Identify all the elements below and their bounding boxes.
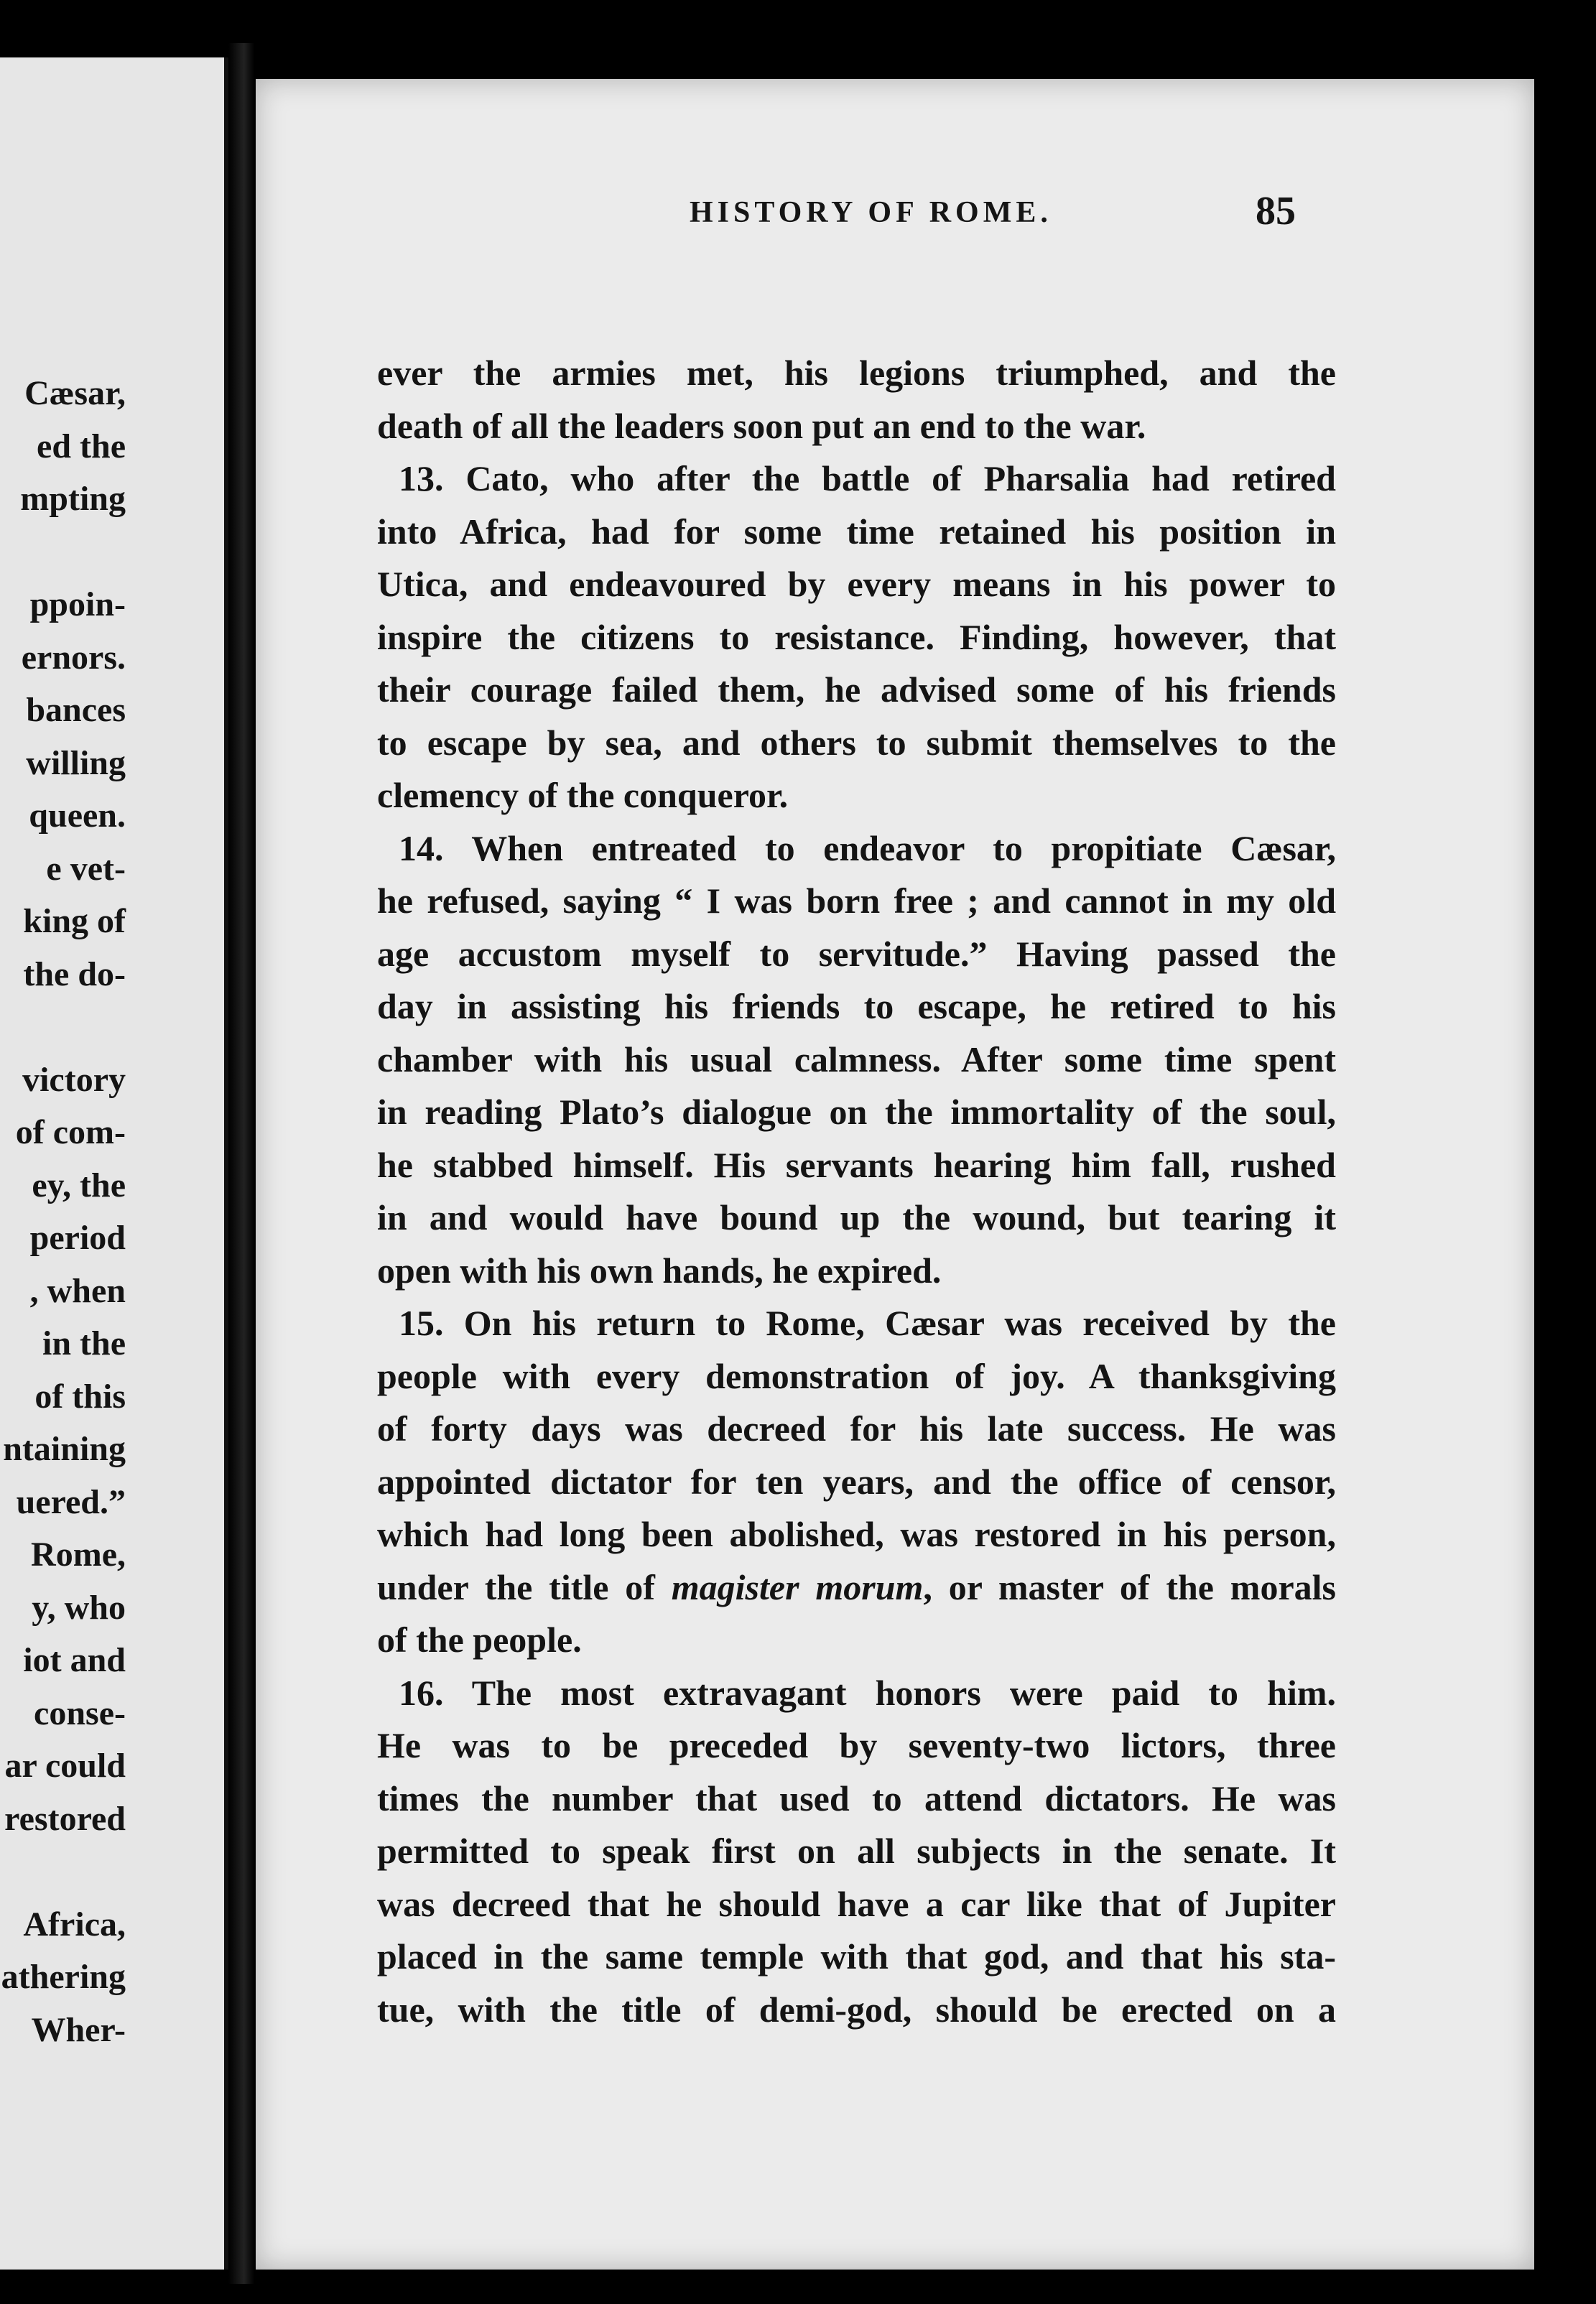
paragraph-continuation <box>377 347 1336 452</box>
text-line: in and would have bound up the wound, but tearing it <box>377 1197 1336 1237</box>
text-line: 15. On his return to Rome, Cæsar was received by the <box>399 1303 1336 1343</box>
left-page-fragment: ntaining <box>3 1430 126 1468</box>
left-page-fragment: queen. <box>29 796 126 835</box>
text-line: inspire the citizens to resistance. Finding, however, that <box>377 616 1336 657</box>
left-page-fragment: Wher- <box>31 2010 126 2049</box>
text-line: tue, with the title of demi-god, should be erected on a <box>377 1989 1336 2030</box>
left-page-fragment: ey, the <box>32 1166 126 1204</box>
text-run: under the title of <box>377 1566 672 1607</box>
left-page-fragment: bances <box>26 691 126 729</box>
text-line: placed in the same temple with that god, and that his sta- <box>377 1936 1336 1976</box>
left-page-fragment: king of <box>23 902 126 940</box>
left-page-fragment: of this <box>34 1377 126 1416</box>
left-page-fragment: e vet- <box>46 849 126 888</box>
text-line: he refused, saying “ I was born free ; and cannot in my old <box>377 881 1336 921</box>
text-line: 14. When entreated to endeavor to propitiate Cæsar, <box>399 827 1336 868</box>
paragraph-15 <box>377 1297 1336 1667</box>
text-line: chamber with his usual calmness. After some time spent <box>377 1039 1336 1079</box>
text-line: ever the armies met, his legions triumphed, and the <box>377 353 1336 393</box>
text-line: clemency of the conqueror. <box>377 775 789 815</box>
left-page-fragment: , when <box>29 1271 126 1310</box>
left-page-fragment: period <box>29 1219 126 1257</box>
text-line: of forty days was decreed for his late success. He was <box>377 1408 1336 1449</box>
left-page-fragment: ppoin- <box>29 585 126 623</box>
paragraph-13 <box>377 452 1336 822</box>
book-gutter <box>228 43 254 2284</box>
paragraph-16 <box>377 1667 1336 2037</box>
text-line: he stabbed himself. His servants hearing him fall, rushed <box>377 1144 1336 1185</box>
text-line: Utica, and endeavoured by every means in his power to <box>377 564 1336 604</box>
left-page-fragment: Cæsar, <box>24 374 126 412</box>
left-page-fragment: conse- <box>34 1694 126 1732</box>
text-line: in reading Plato’s dialogue on the immortality of the soul, <box>377 1092 1336 1132</box>
text-line: permitted to speak first on all subjects in the senate. It <box>377 1831 1336 1871</box>
left-page-fragment: y, who <box>32 1588 126 1627</box>
page-body <box>377 347 1336 2036</box>
text-line: open with his own hands, he expired. <box>377 1250 942 1291</box>
text-line: people with every demonstration of joy. A thanksgiving <box>377 1355 1336 1396</box>
text-run: , or master of the morals <box>923 1566 1336 1607</box>
paragraph-14 <box>377 822 1336 1298</box>
left-page-fragment: restored <box>4 1799 126 1838</box>
text-line: to escape by sea, and others to submit themselves to the <box>377 722 1336 763</box>
left-page-fragment: in the <box>42 1324 126 1362</box>
left-page-fragment: ernors. <box>21 638 126 677</box>
text-line: their courage failed them, he advised some of his friends <box>377 669 1336 710</box>
left-page-fragment: ed the <box>37 427 126 465</box>
left-page-fragment: Rome, <box>31 1536 126 1574</box>
text-line: which had long been abolished, was restored in his person, <box>377 1514 1336 1554</box>
text-line: was decreed that he should have a car like that of Jupiter <box>377 1883 1336 1924</box>
left-page-fragment: victory <box>22 1060 126 1099</box>
page-number: 85 <box>1256 189 1296 233</box>
italic-phrase: magister morum <box>671 1566 924 1607</box>
running-head: HISTORY OF ROME. <box>690 196 1052 229</box>
text-line-with-italic <box>377 1561 1336 1615</box>
text-line: into Africa, had for some time retained his position in <box>377 511 1336 552</box>
left-page-fragment: athering <box>1 1958 126 1996</box>
text-line: age accustom myself to servitude.” Having passed the <box>377 933 1336 974</box>
text-line: day in assisting his friends to escape, he retired to his <box>377 986 1336 1026</box>
text-line: 16. The most extravagant honors were paid to him. <box>399 1672 1336 1713</box>
text-line: of the people. <box>377 1620 582 1660</box>
left-page-fragment: mpting <box>20 480 126 518</box>
text-line: 13. Cato, who after the battle of Pharsalia had retired <box>399 458 1336 498</box>
left-page-fragment: of com- <box>15 1113 126 1151</box>
left-page-fragment: uered.” <box>16 1482 126 1521</box>
text-line: times the number that used to attend dictators. He was <box>377 1778 1336 1818</box>
left-page-fragment: iot and <box>23 1641 126 1679</box>
text-line: death of all the leaders soon put an end to the war. <box>377 405 1146 446</box>
left-page-fragment: Africa, <box>23 1905 126 1943</box>
left-page-fragment: ar could <box>4 1747 126 1785</box>
text-line: appointed dictator for ten years, and the office of censor, <box>377 1461 1336 1502</box>
left-page-fragment: willing <box>26 743 126 782</box>
left-page-fragment: the do- <box>23 954 126 993</box>
text-line: He was to be preceded by seventy-two lictors, three <box>377 1725 1336 1765</box>
